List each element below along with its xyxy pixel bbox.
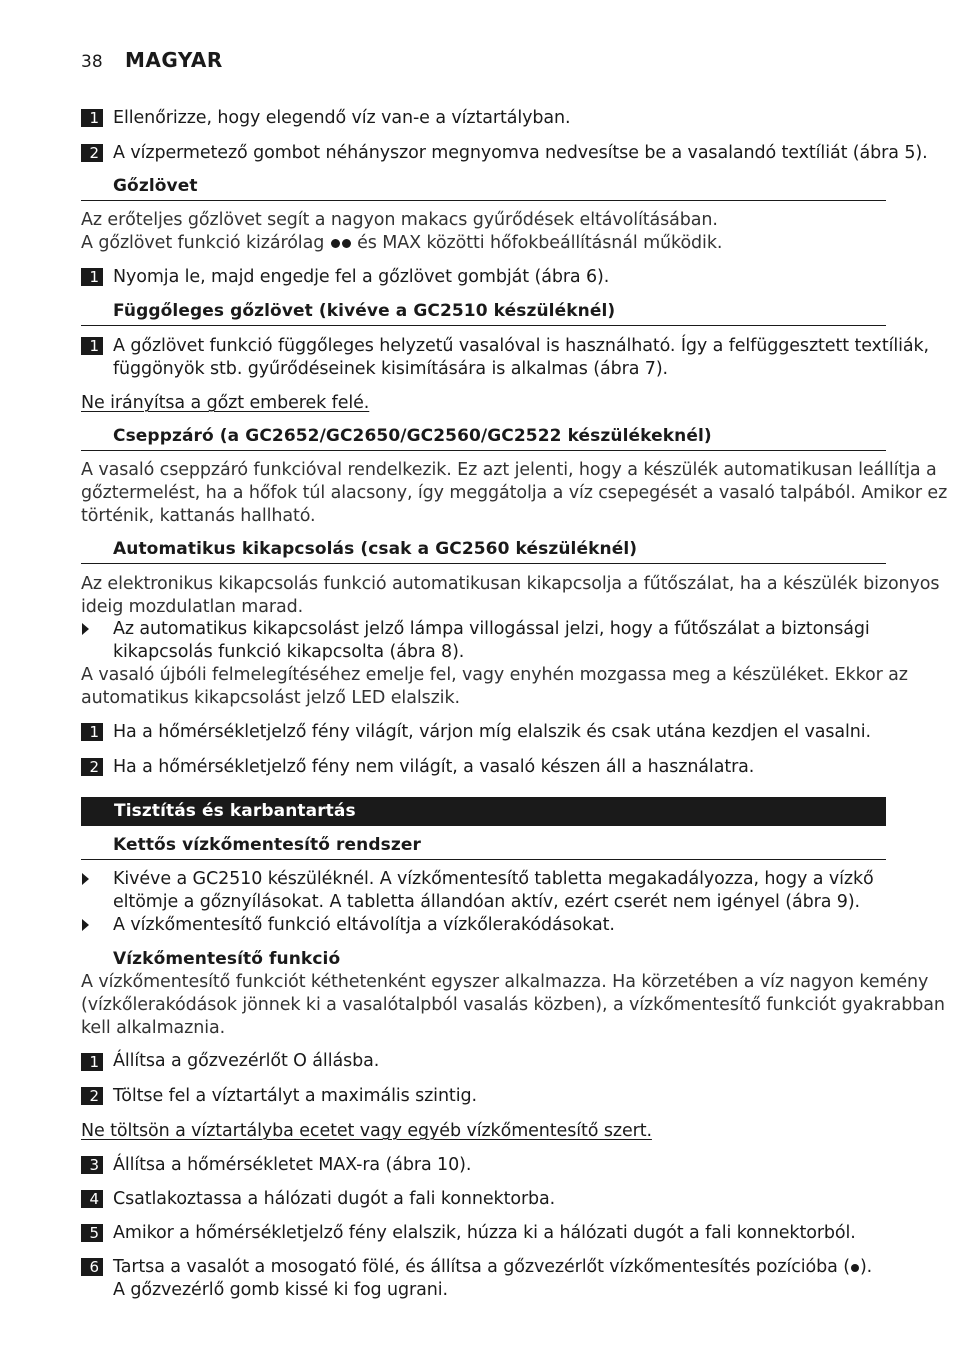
step-text: Amikor a hőmérsékletjelző fény elalszik, húzza ki a hálózati dugót a fali konnektorból. bbox=[113, 1223, 856, 1243]
step-number: 1 bbox=[81, 723, 103, 741]
heading-rule bbox=[81, 859, 886, 860]
section-heading: Függőleges gőzlövet (kivéve a GC2510 készüléknél) bbox=[113, 301, 616, 321]
step-text-part: Tartsa a vasalót a mosogató fölé, és állítsa a gőzvezérlőt vízkőmentesítés pozícióba ( bbox=[113, 1257, 850, 1277]
paragraph-line: kell alkalmaznia. bbox=[81, 1018, 226, 1038]
bullet-text: A vízkőmentesítő funkció eltávolítja a vízkőlerakódásokat. bbox=[113, 915, 615, 935]
paragraph-line: Az erőteljes gőzlövet segít a nagyon makacs gyűrődések eltávolításában. bbox=[81, 210, 718, 230]
paragraph-text: A gőzlövet funkció kizárólag bbox=[81, 233, 325, 253]
step-text: Ha a hőmérsékletjelző fény nem világít, a vasaló készen áll a használatra. bbox=[113, 757, 755, 777]
step-text: Ellenőrizze, hogy elegendő víz van-e a víztartályban. bbox=[113, 108, 571, 128]
bullet-text: Kivéve a GC2510 készüléknél. A vízkőmentesítő tabletta megakadályozza, hogy a vízkő bbox=[113, 869, 874, 889]
step-text: Töltse fel a víztartályt a maximális szintig. bbox=[113, 1086, 477, 1106]
bullet-icon bbox=[82, 623, 89, 635]
warning-text: Ne irányítsa a gőzt emberek felé. bbox=[81, 393, 370, 413]
step-text: Nyomja le, majd engedje fel a gőzlövet gombját (ábra 6). bbox=[113, 267, 610, 287]
step-text: A gőzvezérlő gomb kissé ki fog ugrani. bbox=[113, 1280, 448, 1300]
step-number: 1 bbox=[81, 109, 103, 127]
paragraph-line: Az elektronikus kikapcsolás funkció automatikusan kikapcsolja a fűtőszálat, ha a készülék bizonyos bbox=[81, 574, 940, 594]
heading-rule bbox=[81, 450, 886, 451]
paragraph-line: ideig mozdulatlan marad. bbox=[81, 597, 304, 617]
step-number: 4 bbox=[81, 1190, 103, 1208]
step-number: 1 bbox=[81, 1053, 103, 1071]
subsection-heading: Vízkőmentesítő funkció bbox=[113, 949, 341, 969]
heading-rule bbox=[81, 325, 886, 326]
step-text bbox=[113, 1256, 872, 1279]
step-text: A gőzlövet funkció függőleges helyzetű vasalóval is használható. Így a felfüggesztett textíliák, bbox=[113, 336, 929, 356]
descale-dot-icon bbox=[851, 1264, 859, 1272]
bullet-text: Az automatikus kikapcsolást jelző lámpa villogással jelzi, hogy a fűtőszálat a biztonsági bbox=[113, 619, 870, 639]
paragraph-line: automatikus kikapcsolást jelző LED elalszik. bbox=[81, 688, 460, 708]
step-number: 1 bbox=[81, 337, 103, 355]
paragraph-line bbox=[81, 232, 722, 255]
step-number: 1 bbox=[81, 268, 103, 286]
section-heading: Cseppzáró (a GC2652/GC2650/GC2560/GC2522 készülékeknél) bbox=[113, 426, 712, 446]
heading-rule bbox=[81, 200, 886, 201]
section-heading: Gőzlövet bbox=[113, 176, 198, 196]
bullet-text: kikapcsolás funkció kikapcsolta (ábra 8). bbox=[113, 642, 465, 662]
temperature-dot-icon bbox=[342, 239, 351, 248]
step-text: Állítsa a hőmérsékletet MAX-ra (ábra 10). bbox=[113, 1155, 472, 1175]
heading-rule bbox=[81, 563, 886, 564]
paragraph-text: és MAX közötti hőfokbeállításnál működik. bbox=[357, 233, 723, 253]
section-banner bbox=[81, 797, 886, 826]
step-number: 2 bbox=[81, 1087, 103, 1105]
banner-title: Tisztítás és karbantartás bbox=[114, 801, 356, 821]
paragraph-line: történik, kattanás hallható. bbox=[81, 506, 316, 526]
step-text: Ha a hőmérsékletjelző fény világít, várjon míg elalszik és csak utána kezdjen el vasalni. bbox=[113, 722, 871, 742]
bullet-icon bbox=[82, 873, 89, 885]
paragraph-line: A vasaló cseppzáró funkcióval rendelkezik. Ez azt jelenti, hogy a készülék automatikusan leállítja a bbox=[81, 460, 937, 480]
step-text: A vízpermetező gombot néhányszor megnyomva nedvesítse be a vasalandó textíliát (ábra 5). bbox=[113, 143, 928, 163]
step-number: 3 bbox=[81, 1156, 103, 1174]
paragraph-line: A vízkőmentesítő funkciót kéthetenként egyszer alkalmazza. Ha körzetében a víz nagyon kemény bbox=[81, 972, 929, 992]
section-heading: Kettős vízkőmentesítő rendszer bbox=[113, 835, 421, 855]
bullet-icon bbox=[82, 919, 89, 931]
temperature-dot-icon bbox=[331, 239, 340, 248]
step-text-part: ). bbox=[859, 1257, 873, 1277]
page-number: 38 bbox=[81, 52, 103, 72]
step-text: Állítsa a gőzvezérlőt O állásba. bbox=[113, 1051, 380, 1071]
warning-text: Ne töltsön a víztartályba ecetet vagy egyéb vízkőmentesítő szert. bbox=[81, 1121, 652, 1141]
step-text: függönyök stb. gyűrődéseinek kisimítására is alkalmas (ábra 7). bbox=[113, 359, 669, 379]
language-title: MAGYAR bbox=[125, 48, 223, 72]
step-number: 5 bbox=[81, 1224, 103, 1242]
step-number: 6 bbox=[81, 1258, 103, 1276]
paragraph-line: (vízkőlerakódások jönnek ki a vasalótalpból vasalás közben), a vízkőmentesítő funkciót gyakrabban bbox=[81, 995, 945, 1015]
step-number: 2 bbox=[81, 144, 103, 162]
paragraph-line: A vasaló újbóli felmelegítéséhez emelje fel, vagy enyhén mozgassa meg a készüléket. Ekkor az bbox=[81, 665, 908, 685]
step-text: Csatlakoztassa a hálózati dugót a fali konnektorba. bbox=[113, 1189, 556, 1209]
step-number: 2 bbox=[81, 758, 103, 776]
section-heading: Automatikus kikapcsolás (csak a GC2560 készüléknél) bbox=[113, 539, 638, 559]
bullet-text: eltömje a gőznyílásokat. A tabletta állandóan aktív, ezért cserét nem igényel (ábra 9). bbox=[113, 892, 861, 912]
paragraph-line: gőztermelést, ha a hőfok túl alacsony, így meggátolja a víz csepegését a vasaló talpából. Amikor ez bbox=[81, 483, 948, 503]
